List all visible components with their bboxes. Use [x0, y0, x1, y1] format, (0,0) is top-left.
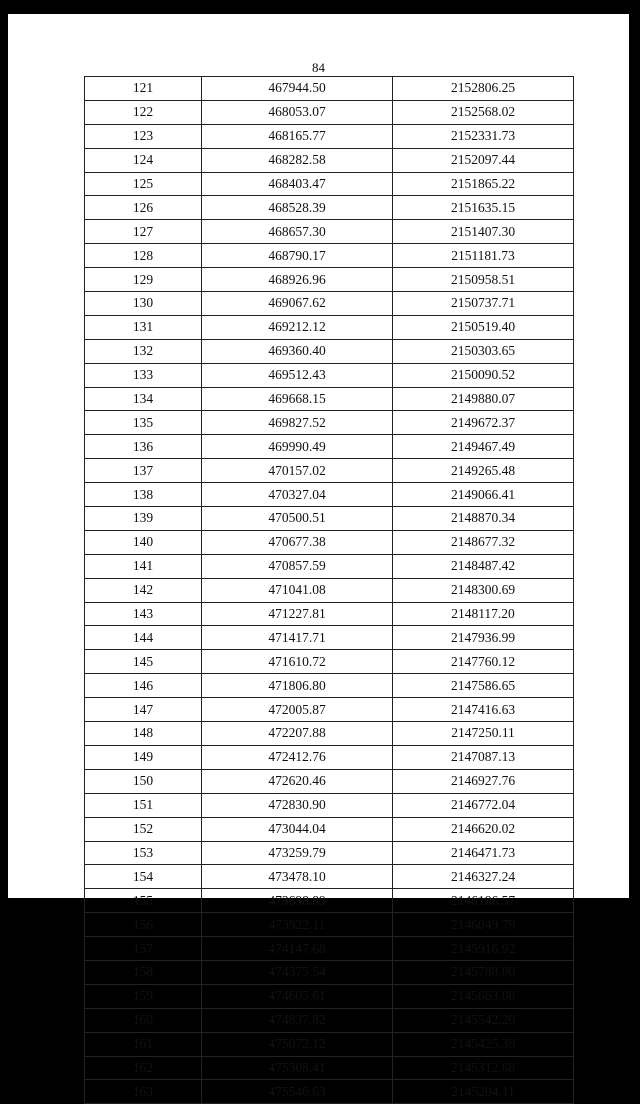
x-coordinate-cell: 468657.30: [202, 220, 393, 244]
table-row: [85, 889, 574, 913]
table-row: [85, 650, 574, 674]
point-number-cell: 162: [85, 1056, 202, 1080]
y-coordinate-cell: 2150958.51: [393, 268, 574, 292]
table-row: [85, 339, 574, 363]
point-number-cell: 146: [85, 674, 202, 698]
y-coordinate-cell: 2146327.24: [393, 865, 574, 889]
table-row: [85, 292, 574, 316]
point-number-cell: 138: [85, 483, 202, 507]
y-coordinate-cell: 2149880.07: [393, 387, 574, 411]
table-row: [85, 315, 574, 339]
x-coordinate-cell: 471041.08: [202, 578, 393, 602]
y-coordinate-cell: 2150090.52: [393, 363, 574, 387]
table-row: [85, 793, 574, 817]
y-coordinate-cell: 2145425.39: [393, 1032, 574, 1056]
coordinates-table: [84, 76, 574, 1104]
table-row: [85, 411, 574, 435]
x-coordinate-cell: 469827.52: [202, 411, 393, 435]
y-coordinate-cell: 2145663.08: [393, 984, 574, 1008]
point-number-cell: 148: [85, 722, 202, 746]
table-row: [85, 1032, 574, 1056]
y-coordinate-cell: 2149467.49: [393, 435, 574, 459]
table-row: [85, 960, 574, 984]
point-number-cell: 128: [85, 244, 202, 268]
table-row: [85, 865, 574, 889]
point-number-cell: 153: [85, 841, 202, 865]
x-coordinate-cell: 470500.51: [202, 507, 393, 531]
table-row: [85, 554, 574, 578]
x-coordinate-cell: 471227.81: [202, 602, 393, 626]
table-row: [85, 172, 574, 196]
x-coordinate-cell: 470327.04: [202, 483, 393, 507]
y-coordinate-cell: 2146049.79: [393, 913, 574, 937]
table-row: [85, 196, 574, 220]
y-coordinate-cell: 2152806.25: [393, 77, 574, 101]
table-row: [85, 578, 574, 602]
x-coordinate-cell: 469360.40: [202, 339, 393, 363]
table-row: [85, 602, 574, 626]
y-coordinate-cell: 2148677.32: [393, 530, 574, 554]
table-row: [85, 387, 574, 411]
y-coordinate-cell: 2147586.65: [393, 674, 574, 698]
table-row: [85, 1080, 574, 1104]
x-coordinate-cell: 468403.47: [202, 172, 393, 196]
table-row: [85, 937, 574, 961]
point-number-cell: 122: [85, 100, 202, 124]
point-number-cell: 143: [85, 602, 202, 626]
y-coordinate-cell: 2150303.65: [393, 339, 574, 363]
point-number-cell: 139: [85, 507, 202, 531]
x-coordinate-cell: 471417.71: [202, 626, 393, 650]
x-coordinate-cell: 469990.49: [202, 435, 393, 459]
point-number-cell: 154: [85, 865, 202, 889]
y-coordinate-cell: 2151865.22: [393, 172, 574, 196]
y-coordinate-cell: 2146471.73: [393, 841, 574, 865]
y-coordinate-cell: 2147416.63: [393, 698, 574, 722]
y-coordinate-cell: 2149672.37: [393, 411, 574, 435]
point-number-cell: 127: [85, 220, 202, 244]
table-row: [85, 100, 574, 124]
y-coordinate-cell: 2151635.15: [393, 196, 574, 220]
point-number-cell: 134: [85, 387, 202, 411]
x-coordinate-cell: 474375.54: [202, 960, 393, 984]
table-row: [85, 745, 574, 769]
y-coordinate-cell: 2146772.04: [393, 793, 574, 817]
y-coordinate-cell: 2146620.02: [393, 817, 574, 841]
y-coordinate-cell: 2146186.57: [393, 889, 574, 913]
y-coordinate-cell: 2150737.71: [393, 292, 574, 316]
table-row: [85, 148, 574, 172]
x-coordinate-cell: 475072.12: [202, 1032, 393, 1056]
point-number-cell: 142: [85, 578, 202, 602]
point-number-cell: 150: [85, 769, 202, 793]
point-number-cell: 157: [85, 937, 202, 961]
point-number-cell: 159: [85, 984, 202, 1008]
point-number-cell: 144: [85, 626, 202, 650]
x-coordinate-cell: 472207.88: [202, 722, 393, 746]
x-coordinate-cell: 469067.62: [202, 292, 393, 316]
y-coordinate-cell: 2147250.11: [393, 722, 574, 746]
point-number-cell: 121: [85, 77, 202, 101]
y-coordinate-cell: 2152331.73: [393, 124, 574, 148]
y-coordinate-cell: 2152568.02: [393, 100, 574, 124]
table-row: [85, 984, 574, 1008]
y-coordinate-cell: 2145204.11: [393, 1080, 574, 1104]
x-coordinate-cell: 473698.89: [202, 889, 393, 913]
x-coordinate-cell: 468165.77: [202, 124, 393, 148]
table-row: [85, 124, 574, 148]
table-row: [85, 674, 574, 698]
table-row: [85, 817, 574, 841]
y-coordinate-cell: 2146927.76: [393, 769, 574, 793]
y-coordinate-cell: 2148300.69: [393, 578, 574, 602]
point-number-cell: 130: [85, 292, 202, 316]
y-coordinate-cell: 2145542.20: [393, 1008, 574, 1032]
x-coordinate-cell: 468282.58: [202, 148, 393, 172]
point-number-cell: 133: [85, 363, 202, 387]
point-number-cell: 140: [85, 530, 202, 554]
x-coordinate-cell: 474605.61: [202, 984, 393, 1008]
point-number-cell: 125: [85, 172, 202, 196]
x-coordinate-cell: 474147.68: [202, 937, 393, 961]
point-number-cell: 145: [85, 650, 202, 674]
x-coordinate-cell: 469212.12: [202, 315, 393, 339]
point-number-cell: 161: [85, 1032, 202, 1056]
x-coordinate-cell: 473478.10: [202, 865, 393, 889]
table-row: [85, 244, 574, 268]
table-row: [85, 1008, 574, 1032]
table-row: [85, 841, 574, 865]
x-coordinate-cell: 470857.59: [202, 554, 393, 578]
y-coordinate-cell: 2148487.42: [393, 554, 574, 578]
point-number-cell: 137: [85, 459, 202, 483]
y-coordinate-cell: 2145916.92: [393, 937, 574, 961]
point-number-cell: 135: [85, 411, 202, 435]
point-number-cell: 152: [85, 817, 202, 841]
table-row: [85, 722, 574, 746]
y-coordinate-cell: 2147087.13: [393, 745, 574, 769]
x-coordinate-cell: 467944.50: [202, 77, 393, 101]
table-row: [85, 77, 574, 101]
table-row: [85, 268, 574, 292]
x-coordinate-cell: 468790.17: [202, 244, 393, 268]
table-row: [85, 1056, 574, 1080]
point-number-cell: 149: [85, 745, 202, 769]
x-coordinate-cell: 469668.15: [202, 387, 393, 411]
table-row: [85, 363, 574, 387]
point-number-cell: 131: [85, 315, 202, 339]
x-coordinate-cell: 475308.41: [202, 1056, 393, 1080]
x-coordinate-cell: 472830.90: [202, 793, 393, 817]
y-coordinate-cell: 2149265.48: [393, 459, 574, 483]
table-row: [85, 530, 574, 554]
y-coordinate-cell: 2147936.99: [393, 626, 574, 650]
point-number-cell: 160: [85, 1008, 202, 1032]
x-coordinate-cell: 474837.82: [202, 1008, 393, 1032]
point-number-cell: 163: [85, 1080, 202, 1104]
x-coordinate-cell: 468926.96: [202, 268, 393, 292]
point-number-cell: 158: [85, 960, 202, 984]
x-coordinate-cell: 469512.43: [202, 363, 393, 387]
y-coordinate-cell: 2152097.44: [393, 148, 574, 172]
table-row: [85, 769, 574, 793]
y-coordinate-cell: 2147760.12: [393, 650, 574, 674]
x-coordinate-cell: 470677.38: [202, 530, 393, 554]
y-coordinate-cell: 2151181.73: [393, 244, 574, 268]
table-row: [85, 507, 574, 531]
point-number-cell: 151: [85, 793, 202, 817]
x-coordinate-cell: 475546.63: [202, 1080, 393, 1104]
point-number-cell: 147: [85, 698, 202, 722]
x-coordinate-cell: 472620.46: [202, 769, 393, 793]
table-row: [85, 626, 574, 650]
point-number-cell: 129: [85, 268, 202, 292]
table-row: [85, 698, 574, 722]
point-number-cell: 126: [85, 196, 202, 220]
table-row: [85, 459, 574, 483]
x-coordinate-cell: 472005.87: [202, 698, 393, 722]
page-number: 84: [312, 60, 325, 75]
x-coordinate-cell: 468053.07: [202, 100, 393, 124]
point-number-cell: 155: [85, 889, 202, 913]
y-coordinate-cell: 2151407.30: [393, 220, 574, 244]
x-coordinate-cell: 468528.39: [202, 196, 393, 220]
point-number-cell: 123: [85, 124, 202, 148]
coordinates-table-body: [85, 77, 574, 1104]
point-number-cell: 132: [85, 339, 202, 363]
table-row: [85, 220, 574, 244]
point-number-cell: 136: [85, 435, 202, 459]
table-row: [85, 913, 574, 937]
x-coordinate-cell: 473259.79: [202, 841, 393, 865]
x-coordinate-cell: 473044.04: [202, 817, 393, 841]
x-coordinate-cell: 473922.11: [202, 913, 393, 937]
x-coordinate-cell: 470157.02: [202, 459, 393, 483]
y-coordinate-cell: 2149066.41: [393, 483, 574, 507]
y-coordinate-cell: 2150519.40: [393, 315, 574, 339]
y-coordinate-cell: 2145788.00: [393, 960, 574, 984]
point-number-cell: 156: [85, 913, 202, 937]
table-row: [85, 435, 574, 459]
table-row: [85, 483, 574, 507]
x-coordinate-cell: 471806.80: [202, 674, 393, 698]
document-page: [8, 14, 629, 1099]
y-coordinate-cell: 2148117.20: [393, 602, 574, 626]
x-coordinate-cell: 472412.76: [202, 745, 393, 769]
y-coordinate-cell: 2148870.34: [393, 507, 574, 531]
y-coordinate-cell: 2145312.68: [393, 1056, 574, 1080]
point-number-cell: 141: [85, 554, 202, 578]
x-coordinate-cell: 471610.72: [202, 650, 393, 674]
point-number-cell: 124: [85, 148, 202, 172]
